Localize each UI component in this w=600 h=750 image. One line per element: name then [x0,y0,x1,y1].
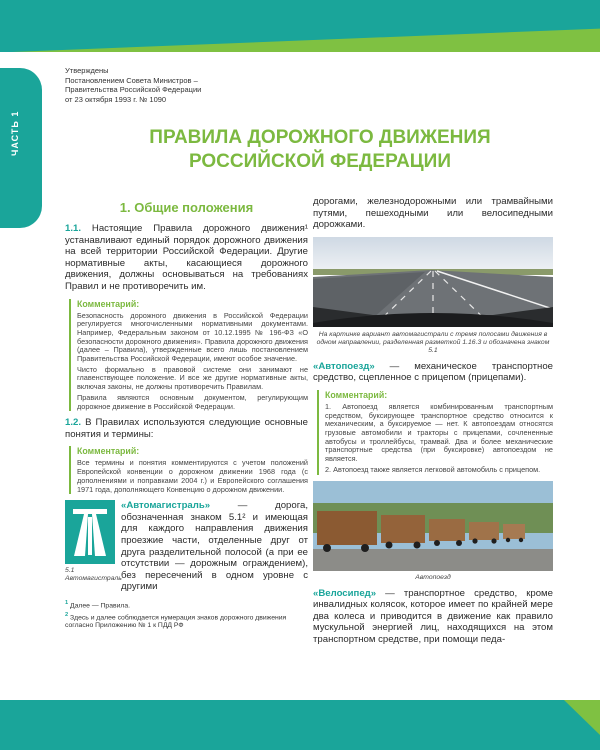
term-definition: — механическое транспортное средство, сцепленное с прицепом (прицепами). [313,360,553,384]
part-tab-label: ЧАСТЬ 1 [10,110,20,156]
paragraph-1-2 [65,417,308,440]
term-label: «Велосипед» [313,587,377,599]
footnote-1 [65,599,308,611]
page-title [60,126,580,174]
motorway-sign-icon [65,500,115,564]
footnote-text: Здесь и далее соблюдается нумерация знаков дорожного движения согласно Приложению № 1 к ПДД РФ [65,613,287,630]
motorway-photo-caption: На картинке вариант автомагистрали с тремя полосами движения в одном направлении, разделенная разметкой 1.16.3 и обозначена знаком 5.1 [316,330,550,354]
paragraph-1-1 [65,223,308,293]
comment-title: Комментарий: [325,389,388,400]
comment-block [69,299,308,412]
right-column [313,196,553,646]
approval-line: Правительства Российской Федерации [65,85,202,94]
comment-block [317,390,553,475]
approval-line: от 23 октября 1993 г. № 1090 [65,94,167,104]
part-tab [0,68,42,228]
header-band [0,0,600,52]
approval-line: Постановлением Совета Министров – [65,75,198,85]
footnote-mark: 2 [65,611,69,618]
term-bicycle [313,588,553,646]
approval-note [65,66,325,104]
motorway-photo [313,237,553,327]
approval-line: Утверждены [65,66,109,75]
comment-text: 1. Автопоезд является комбинированным транспортным средством, буксирующее транспортное средство относится к механическим, а буксируемое — нет. К автопоездам относятся грузовые автомобили и тракторы с прицепами, сочлененные автобусы и троллейбусы, трамвай. Два и более механические транспортные средства (при буксировке) автопоездом не является. [325,401,553,464]
continued-text: дорогами, железнодорожными или трамвайными путями, пешеходными или велосипедными дорожками. [313,196,553,231]
road-train-photo [313,481,553,571]
term-definition: — транспортное средство, кроме инвалидных колясок, которое имеет по крайней мере два колеса и приводится в движение как правило мускульной энергией лиц, находящихся на этом транспортном средстве, при помощи педа- [313,587,553,645]
comment-text: Безопасность дорожного движения в Российской Федерации регулируется многочисленными нормативными документами. Например, Федеральным законом от 10.12.1995 № 196-ФЗ «О безопасности дорожного движения». Правила дорожного движения (далее – Правила), утвержденные всего лишь постановлением Правительства Российской Федерации, имеют особое значение. [77,310,308,364]
comment-text: Чисто формально в правовой системе они занимают не главенствующее положение. И все же другие нормативные акты, включая законы, не должны противоречить Правилам. [77,364,308,392]
term-label: «Автомагистраль» [121,500,211,512]
title-line-2: РОССИЙСКОЙ ФЕДЕРАЦИИ [188,151,451,172]
term-label: «Автопоезд» [313,360,375,372]
footnotes [65,599,308,630]
footnote-text: Далее — Правила. [70,602,131,610]
paragraph-number: 1.2. [65,417,82,429]
paragraph-text: В Правилах используются следующие основные понятия и термины: [65,417,308,440]
term-road-train [313,361,553,384]
title-line-1: ПРАВИЛА ДОРОЖНОГО ДВИЖЕНИЯ [149,127,491,148]
sign-caption: 5.1 Автомагистраль [65,567,122,583]
comment-title: Комментарий: [77,446,140,457]
footer-band [0,700,600,750]
footer-band-teal [0,700,600,750]
section-heading: 1. Общие положения [119,200,254,215]
footnote-mark: 1 [65,600,69,607]
comment-title: Комментарий: [77,298,140,309]
road-train-photo-caption: Автопоезд [415,573,451,581]
paragraph-text: Настоящие Правила дорожного движения¹ устанавливают единый порядок дорожного движения на всей территории Российской Федерации. Другие нормативные акты, касающиеся дорожного движения, должны основываться на требованиях Правил и не противоречить им. [65,223,308,292]
left-column [65,200,308,630]
comment-text: 2. Автопоезд также является легковой автомобиль с прицепом. [325,464,541,474]
comment-block [69,446,308,494]
paragraph-number: 1.1. [65,223,82,234]
footnote-2 [65,611,308,631]
comment-text: Все термины и понятия комментируются с учетом положений Европейской конвенции о дорожном движении 1968 года (с дополнениями и поправками 2004 г.) и Европейского соглашения 1971 года, дополняющего Конвенцию о дорожном движении. [77,458,308,494]
term-definition: — дорога, обозначенная знаком 5.1² и имеющая для каждого направления движения проезжие части, отделенные друг от друга разделительной полосой (а при ее отсутствии — дорожным ограждением), без пересечений в одном уровне с другими [121,500,308,593]
sign-5-1-figure [65,500,122,583]
comment-text: Правила являются основным документом, регулирующим дорожное движение в Российской Федерации. [77,392,308,411]
